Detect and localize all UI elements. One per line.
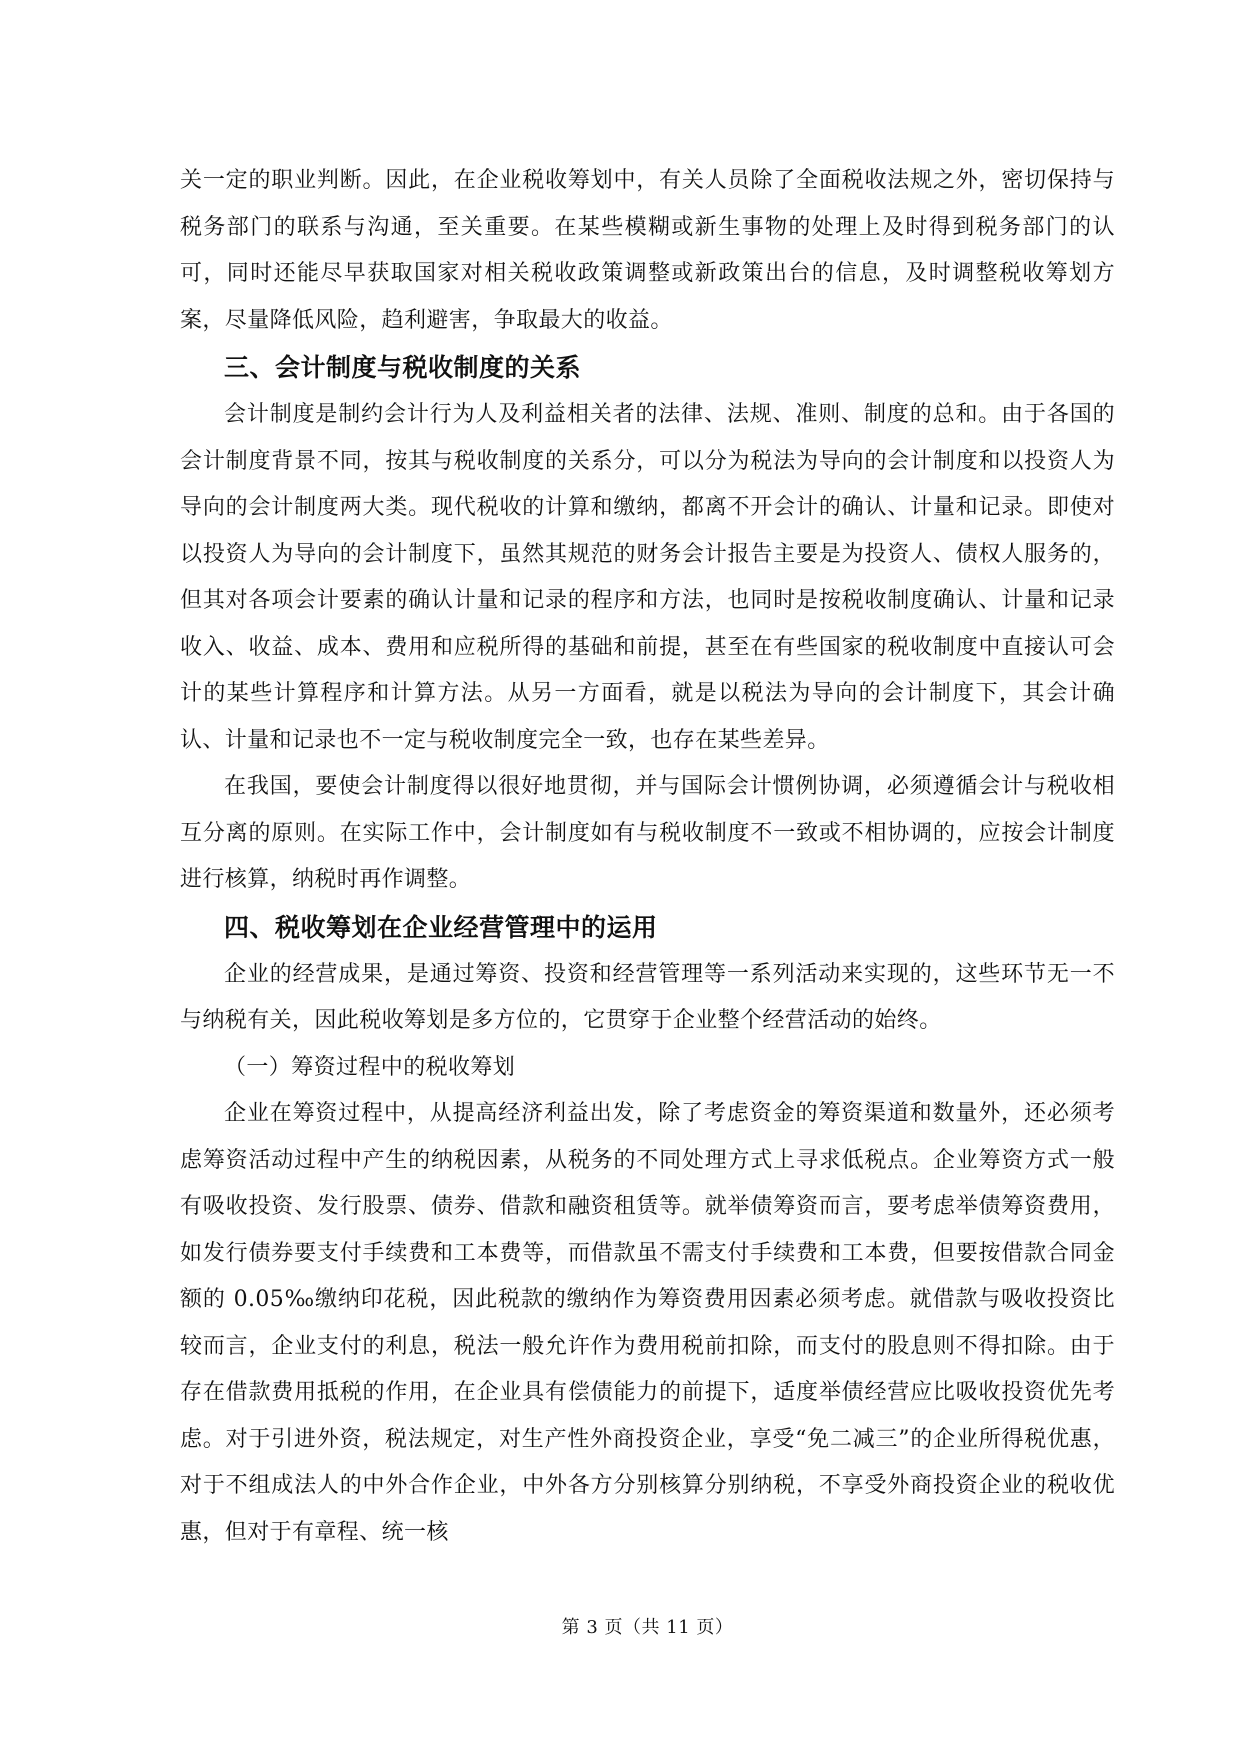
- heading-section-4: 四、税收筹划在企业经营管理中的运用: [224, 912, 658, 942]
- subheading-financing-tax-planning: （一）筹资过程中的税收筹划: [224, 1054, 516, 1080]
- paragraph-china-separation-principle: 在我国，要使会计制度得以很好地贯彻，并与国际会计惯例协调，必须遵循会计与税收相互分离的原则。在实际工作中，会计制度如有与税收制度不一致或不相协调的，应按会计制度进行核算，纳税时再作调整。: [180, 774, 1115, 892]
- document-body: [180, 158, 1115, 1556]
- paragraph-tax-department-communication: 关一定的职业判断。因此，在企业税收筹划中，有关人员除了全面税收法规之外，密切保持与税务部门的联系与沟通，至关重要。在某些模糊或新生事物的处理上及时得到税务部门的认可，同时还能尽早获取国家对相关税收政策调整或新政策出台的信息，及时调整税收筹划方案，尽量降低风险，趋利避害，争取最大的收益。: [180, 168, 1115, 333]
- heading-section-3: 三、会计制度与税收制度的关系: [224, 353, 582, 382]
- paragraph-accounting-system-definition: 会计制度是制约会计行为人及利益相关者的法律、法规、准则、制度的总和。由于各国的会计制度背景不同，按其与税收制度的关系分，可以分为税法为导向的会计制度和以投资人为导向的会计制度两大类。现代税收的计算和缴纳，都离不开会计的确认、计量和记录。即使对以投资人为导向的会计制度下，虽然其规范的财务会计报告主要是为投资人、债权人服务的，但其对各项会计要素的确认计量和记录的程序和方法，也同时是按税收制度确认、计量和记录收入、收益、成本、费用和应税所得的基础和前提，甚至在有些国家的税收制度中直接认可会计的某些计算程序和计算方法。从另一方面看，就是以税法为导向的会计制度下，其会计确认、计量和记录也不一定与税收制度完全一致，也存在某些差异。: [180, 402, 1115, 753]
- paragraph-financing-process: 企业在筹资过程中，从提高经济利益出发，除了考虑资金的筹资渠道和数量外，还必须考虑筹资活动过程中产生的纳税因素，从税务的不同处理方式上寻求低税点。企业筹资方式一般有吸收投资、发行股票、债券、借款和融资租赁等。就举债筹资而言，要考虑举债筹资费用，如发行债券要支付手续费和工本费等，而借款虽不需支付手续费和工本费，但要按借款合同金额的 0.05‰缴纳印花税，因此税款的缴纳作为筹资费用因素必须考虑。就借款与吸收投资比较而言，企业支付的利息，税法一般允许作为费用税前扣除，而支付的股息则不得扣除。由于存在借款费用抵税的作用，在企业具有偿债能力的前提下，适度举债经营应比吸收投资优先考虑。对于引进外资，税法规定，对生产性外商投资企业，享受“免二减三”的企业所得税优惠，对于不组成法人的中外合作企业，中外各方分别核算分别纳税，不享受外商投资企业的税收优惠，但对于有章程、统一核: [180, 1101, 1115, 1545]
- document-page: [180, 0, 1115, 1754]
- page-number-footer: 第 3 页（共 11 页）: [561, 1617, 734, 1638]
- paragraph-business-results: 企业的经营成果，是通过筹资、投资和经营管理等一系列活动来实现的，这些环节无一不与纳税有关，因此税收筹划是多方位的，它贯穿于企业整个经营活动的始终。: [180, 961, 1115, 1033]
